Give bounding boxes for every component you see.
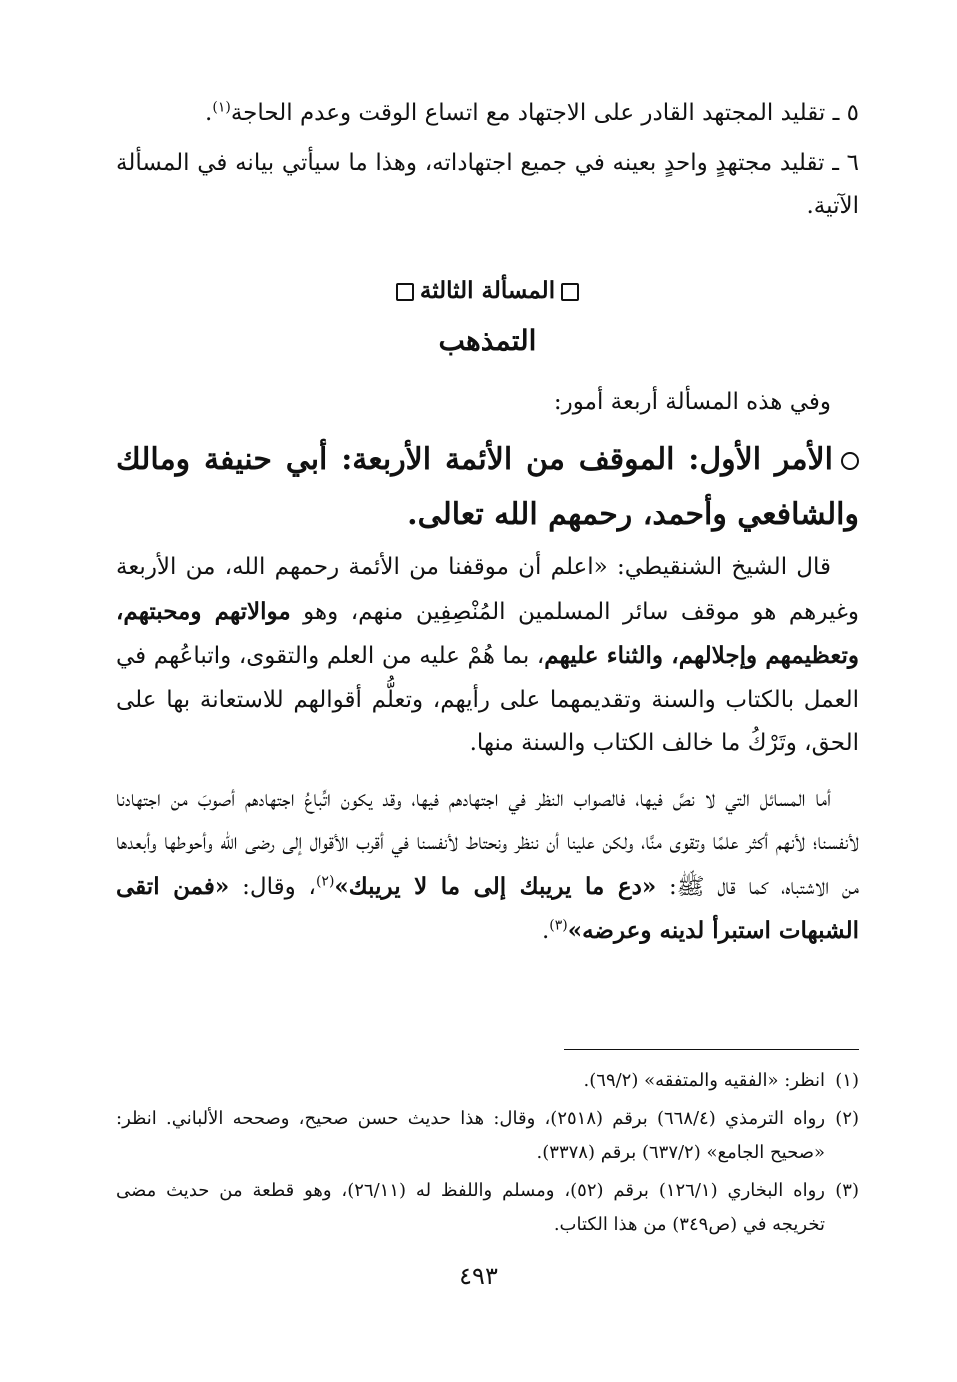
footnote-3 [116, 1174, 859, 1242]
masail-part-3: . [541, 918, 550, 944]
main-text [116, 92, 859, 954]
quote-part-2: بما هُمْ عليه من العلم والتقوى، واتباعُهم في العمل بالكتاب والسنة وتقديمهما على رأيهم، وتعلُّم أقوالهم للاستعانة بها على الحق، وتَرْكُ ما خالف الكتاب والسنة منها. [116, 643, 859, 756]
masail-part-2: ، وقال: [242, 873, 316, 900]
first-matter-heading [116, 432, 859, 542]
footnote-ref-2: (٢) [315, 872, 335, 889]
square-ornament-icon [396, 283, 414, 301]
quote-part-1: قال الشيخ الشنقيطي: «اعلم أن موقفنا من الأئمة رحمهم الله، من الأربعة وغيرهم هو موقف سائر المسلمين المُنْصِفِين منهم، وهو [116, 554, 860, 625]
footnote-separator [564, 1049, 859, 1050]
quote-paragraph: قال الشيخ الشنقيطي: «اعلم أن موقفنا من الأئمة رحمهم الله، من الأربعة وغيرهم هو موقف سائر المسلمين المُنْصِفِين منهم، وهو موالاتهم ومحبتهم، وتعظيمهم وإجلالهم، والثناء عليهم، بما هُمْ عليه من العلم والتقوى، واتباعُهم في العمل بالكتاب والسنة وتقديمهما على رأيهم، وتعلُّم أقوالهم للاستعانة بها على الحق، وتَرْكُ ما خالف الكتاب والسنة منها. [116, 554, 860, 756]
section-label [116, 271, 859, 311]
list-item-5: ٥ ـ تقليد المجتهد القادر على الاجتهاد مع اتساع الوقت وعدم الحاجة$^{(١)}$. [205, 99, 859, 126]
quote-bold-1: موالاتهم ومحبتهم، وتعظيمهم وإجلالهم، والثناء عليهم [116, 597, 859, 669]
footnotes [116, 1064, 859, 1246]
list-item-5-text: ٥ ـ تقليد المجتهد القادر على الاجتهاد مع اتساع الوقت وعدم الحاجة [230, 100, 859, 126]
square-ornament-icon [561, 283, 579, 301]
masail-paragraph [116, 778, 859, 954]
footnote-number: (١) [835, 1070, 859, 1091]
footnote-ref-1: (١) [212, 99, 231, 116]
section-label-text: المسألة الثالثة [419, 276, 556, 304]
footnote-text: رواه البخاري (١٢٦/١) برقم (٥٢)، ومسلم واللفظ له (٢٦/١١)، وهو قطعة من حديث مضى تخريجه في (ص٣٤٩) من هذا الكتاب. [116, 1180, 825, 1235]
section-title: التمذهب [438, 323, 537, 357]
footnote-text: انظر: «الفقيه والمتفقه» (٦٩/٢). [583, 1070, 825, 1091]
footnote-number: (٣) [835, 1180, 859, 1201]
section-intro: وفي هذه المسألة أربعة أمور: [553, 388, 831, 415]
hadith-quote-1: «دع ما يريبك إلى ما لا يريبك» [334, 872, 657, 900]
footnote-1 [116, 1064, 859, 1098]
first-matter-text: الأمر الأول: الموقف من الأئمة الأربعة: أبي حنيفة ومالك والشافعي وأحمد، رحمهم الله تعالى. [116, 442, 859, 532]
footnote-text: رواه الترمذي (٦٦٨/٤) برقم (٢٥١٨)، وقال: هذا حديث حسن صحيح، وصححه الألباني. انظر: «صحيح الجامع» (٦٣٧/٢) برقم (٣٣٧٨). [116, 1108, 826, 1163]
page-number: ٤٩٣ [459, 1262, 498, 1290]
footnote-number: (٢) [835, 1108, 860, 1129]
hadith-quote-2: «فمن اتقى الشبهات استبرأ لدينه وعرضه» [116, 872, 859, 944]
masail-part-1: أما المسائل التي لا نصَّ فيها، فالصواب النظر في اجتهادهم فيها، وقد يكون اتِّباعُ اجتهادهم أصوبَ من اجتهادنا لأنفسنا؛ لأنهم أكثر علمًا وتقوى منَّا، ولكن علينا أن ننظر ونحتاط لأنفسنا في أقرب الأقوال إلى رضى الله وأحوطها وأبعدها من الاشتباه، كما قال ﷺ: [116, 785, 860, 900]
list-item-6: ٦ ـ تقليد مجتهدٍ واحدٍ بعينه في جميع اجتهاداته، وهذا ما سيأتي بيانه في المسألة الآتية. [116, 149, 859, 219]
footnote-2 [116, 1102, 859, 1170]
footnote-ref-3: (٣) [549, 917, 568, 934]
circle-bullet-icon [841, 452, 859, 470]
